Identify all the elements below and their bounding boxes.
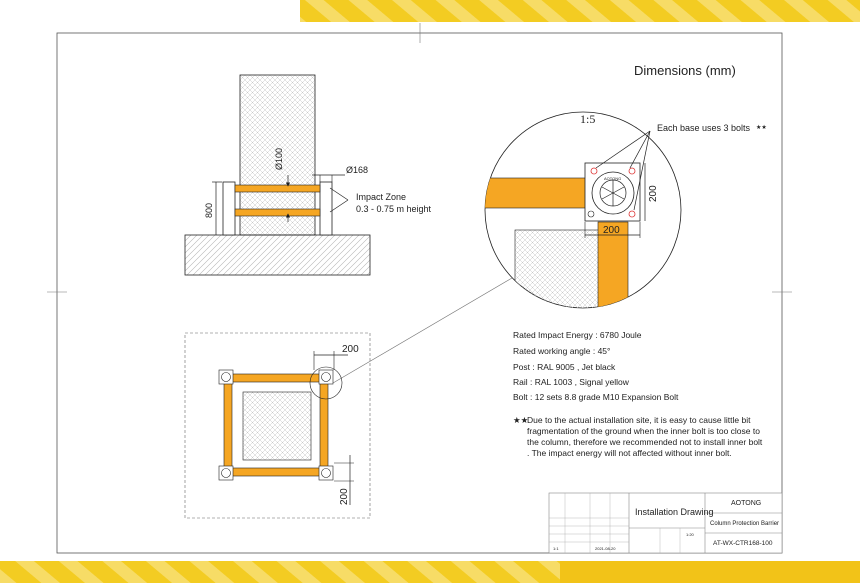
plan-side-label: 200: [339, 488, 350, 505]
title-ratio: 1:20: [686, 532, 694, 537]
detail-width-label: 200: [603, 225, 620, 236]
bolt-note-mark: ★★: [756, 125, 767, 131]
plan-post-br: [319, 466, 333, 480]
plan-view: [185, 333, 370, 518]
product-name: Column Protection Barrier: [710, 521, 780, 527]
detail-scale: 1:5: [580, 112, 596, 126]
column-diameter-label: Ø100: [274, 147, 284, 170]
post-left: [223, 182, 235, 235]
title-date: 2021-08-20: [595, 546, 616, 551]
bolt-2: [629, 168, 635, 174]
spec-impact-energy: Rated Impact Energy : 6780 Joule: [513, 330, 642, 340]
spec-post-color: Post : RAL 9005 , Jet black: [513, 362, 616, 372]
impact-zone-title: Impact Zone: [356, 192, 407, 202]
post-diameter-label: Ø168: [346, 165, 369, 175]
bolt-1: [591, 168, 597, 174]
rail-lower: [235, 209, 320, 216]
rail-upper: [235, 185, 320, 192]
detail-leader: [333, 278, 512, 383]
plan-rail-right: [320, 376, 328, 474]
plan-post-tr: [319, 370, 333, 384]
bolt-3: [629, 211, 635, 217]
plan-rail-bottom: [226, 468, 326, 476]
elevation-view: [185, 75, 432, 275]
drawing-frame: [57, 33, 782, 553]
ground: [185, 235, 370, 275]
post-right: [320, 182, 332, 235]
bottom-band: [0, 561, 860, 583]
spec-bolt: Bolt : 12 sets 8.8 grade M10 Expansion Bolt: [513, 392, 679, 402]
spec-rail-color: Rail : RAL 1003 , Signal yellow: [513, 377, 629, 387]
impact-zone-range: 0.3 - 0.75 m height: [356, 204, 432, 214]
detail-height-label: 200: [648, 185, 659, 202]
plan-rail-left: [224, 376, 232, 474]
height-label: 800: [204, 202, 214, 218]
spec-working-angle: Rated working angle : 45°: [513, 346, 611, 356]
note-mark: ★★: [513, 415, 529, 425]
drawing-code: AT-WX-CTR168-100: [713, 540, 773, 547]
plan-top-label: 200: [342, 344, 359, 355]
plan-post-tl: [219, 370, 233, 384]
dimensions-title: Dimensions (mm): [634, 63, 736, 78]
detail-view: [480, 112, 767, 322]
plan-column: [243, 392, 311, 460]
bolt-note: Each base uses 3 bolts: [657, 123, 751, 133]
detail-rail-vertical: [598, 222, 628, 322]
top-band: [0, 0, 860, 22]
title-block: [549, 493, 782, 553]
drawing-title: Installation Drawing: [635, 507, 714, 517]
note-text: Due to the actual installation site, it is easy to cause little bit fragmentation of the ground when the inner bolt is too close to the column, therefore we recommended not to install inner bolt . The impact energy will not affected without inner bolt.: [527, 415, 763, 458]
title-qty: 1:1: [553, 546, 559, 551]
detail-logo: AOTONG: [604, 176, 622, 181]
detail-rail-horizontal: [480, 178, 595, 208]
plan-post-bl: [219, 466, 233, 480]
company-name: AOTONG: [731, 500, 762, 507]
bolt-4: [588, 211, 594, 217]
